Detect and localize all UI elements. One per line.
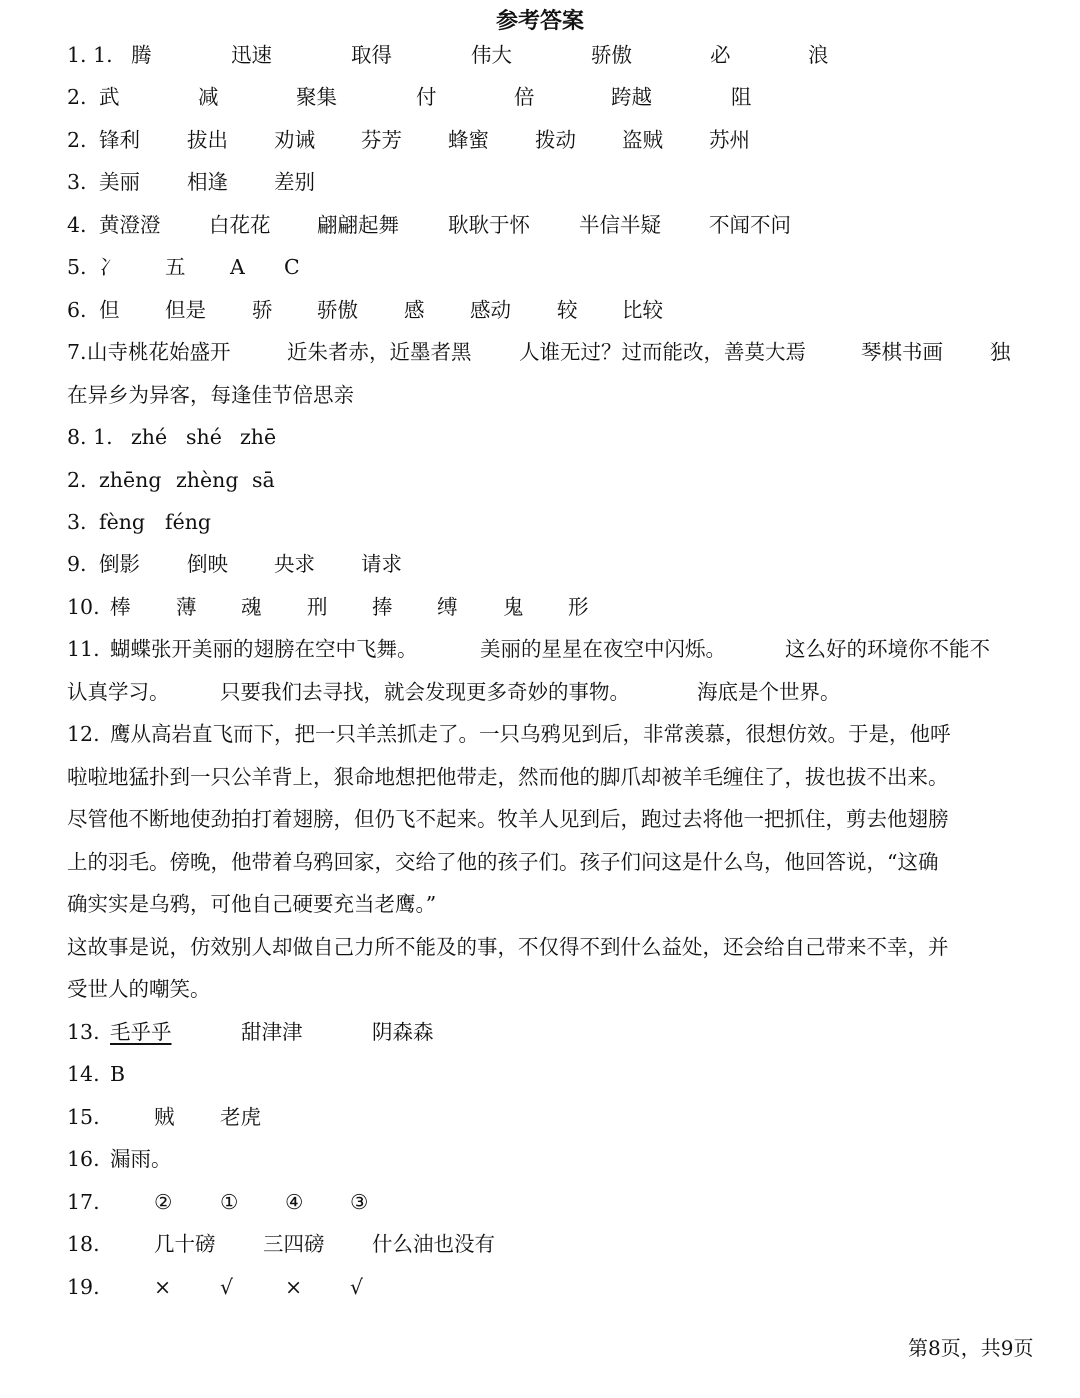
answer-item: 甜津津 bbox=[241, 1020, 303, 1044]
question-number: 7. bbox=[67, 340, 87, 364]
answer-item: zhèng bbox=[176, 468, 239, 492]
answer-item: 棒 bbox=[110, 595, 131, 619]
answer-item: 琴棋书画 bbox=[861, 340, 943, 364]
answer-item: 但 bbox=[99, 298, 120, 322]
answer-item: zhé bbox=[131, 425, 168, 449]
answer-item: 认真学习。 bbox=[67, 680, 170, 704]
answer-item: 阻 bbox=[731, 85, 752, 109]
answer-item: 五 bbox=[165, 255, 186, 279]
answer-item: zhēng bbox=[99, 468, 162, 492]
answer-item: 较 bbox=[557, 298, 578, 322]
answer-item: 鬼 bbox=[503, 595, 524, 619]
answer-item: × bbox=[154, 1275, 172, 1299]
answer-item: 盗贼 bbox=[622, 128, 663, 152]
answer-item: √ bbox=[350, 1275, 364, 1299]
answer-item: 海底是个世界。 bbox=[697, 680, 841, 704]
question-number: 3. bbox=[67, 510, 87, 534]
answer-item: sā bbox=[252, 468, 275, 492]
question-number: 15. bbox=[67, 1105, 100, 1129]
answer-item: 在异乡为异客，每逢佳节倍思亲 bbox=[67, 383, 354, 407]
answer-item: 浪 bbox=[808, 43, 829, 67]
answer-item: 薄 bbox=[176, 595, 197, 619]
question-number: 10. bbox=[67, 595, 100, 619]
passage-text: 确实实是乌鸦，可他自己硬要充当老鹰。” bbox=[67, 892, 437, 916]
answer-item: A bbox=[230, 255, 245, 279]
answer-item: 央求 bbox=[274, 552, 315, 576]
answer-item: 毛乎乎 bbox=[110, 1020, 172, 1044]
answer-item: √ bbox=[220, 1275, 234, 1299]
question-number: 2. bbox=[67, 468, 87, 492]
question-number: 1. 1. bbox=[67, 43, 113, 67]
answer-item: 劝诫 bbox=[274, 128, 315, 152]
question-number: 13. bbox=[67, 1020, 100, 1044]
answer-item: 蝴蝶张开美丽的翅膀在空中飞舞。 bbox=[110, 637, 418, 661]
answer-item: 什么油也没有 bbox=[372, 1232, 495, 1256]
passage-text: 尽管他不断地使劲拍打着翅膀，但仍飞不起来。牧羊人见到后，跑过去将他一把抓住，剪去他翅膀 bbox=[67, 807, 949, 831]
answer-item: 骄傲 bbox=[591, 43, 632, 67]
answer-item: 形 bbox=[568, 595, 589, 619]
answer-item: 腾 bbox=[131, 43, 152, 67]
answer-item: ② bbox=[154, 1190, 173, 1214]
answer-item: 拔出 bbox=[187, 128, 228, 152]
passage-text: 上的羽毛。傍晚，他带着乌鸦回家，交给了他的孩子们。孩子们问这是什么鸟，他回答说，“这确 bbox=[67, 850, 939, 874]
answer-item: 老虎 bbox=[220, 1105, 261, 1129]
answer-item: 贼 bbox=[154, 1105, 175, 1129]
page-title: 参考答案 bbox=[495, 8, 584, 34]
answer-item: 伟大 bbox=[471, 43, 512, 67]
answer-item: B bbox=[110, 1062, 126, 1086]
question-number: 14. bbox=[67, 1062, 100, 1086]
answer-item: 骄 bbox=[252, 298, 273, 322]
question-number: 3. bbox=[67, 170, 87, 194]
answer-item: fèng bbox=[99, 510, 146, 534]
question-number: 16. bbox=[67, 1147, 100, 1171]
answer-item: 蜂蜜 bbox=[448, 128, 489, 152]
answer-item: 武 bbox=[99, 85, 120, 109]
answer-item: 近朱者赤，近墨者黑 bbox=[287, 340, 472, 364]
answer-item: ① bbox=[220, 1190, 239, 1214]
answer-item: féng bbox=[165, 510, 212, 534]
question-number: 11. bbox=[67, 637, 100, 661]
answer-item: 取得 bbox=[351, 43, 392, 67]
question-number: 9. bbox=[67, 552, 87, 576]
answer-item: zhē bbox=[240, 425, 277, 449]
passage-text: 受世人的嘲笑。 bbox=[67, 977, 211, 1001]
answer-item: 感 bbox=[404, 298, 425, 322]
answer-item: 苏州 bbox=[709, 128, 750, 152]
answer-item: 请求 bbox=[361, 552, 402, 576]
question-number: 8. 1. bbox=[67, 425, 113, 449]
answer-item: 美丽 bbox=[99, 170, 140, 194]
answer-item: 漏雨。 bbox=[110, 1147, 172, 1171]
answer-item: 跨越 bbox=[611, 85, 652, 109]
question-number: 5. bbox=[67, 255, 87, 279]
answer-item: 黄澄澄 bbox=[99, 213, 161, 237]
answer-item: 魂 bbox=[241, 595, 262, 619]
answer-item: shé bbox=[186, 425, 222, 449]
answer-item: 半信半疑 bbox=[579, 213, 661, 237]
page-footer: 第8页，共9页 bbox=[908, 1336, 1034, 1360]
answer-item: 白花花 bbox=[209, 213, 271, 237]
answer-item: 倍 bbox=[514, 85, 535, 109]
answer-item: 感动 bbox=[470, 298, 511, 322]
answer-item: 耿耿于怀 bbox=[448, 213, 530, 237]
answer-item: 人谁无过？过而能改，善莫大焉 bbox=[519, 340, 806, 364]
answer-item: 只要我们去寻找，就会发现更多奇妙的事物。 bbox=[220, 680, 630, 704]
answer-item: 聚集 bbox=[296, 85, 337, 109]
answer-item: ④ bbox=[285, 1190, 304, 1214]
answer-item: ③ bbox=[350, 1190, 369, 1214]
answer-item: 差别 bbox=[274, 170, 315, 194]
answer-item: 不闻不问 bbox=[709, 213, 791, 237]
question-number: 17. bbox=[67, 1190, 100, 1214]
answer-item: 相逢 bbox=[187, 170, 228, 194]
answer-item: 山寺桃花始盛开 bbox=[87, 340, 231, 364]
question-number: 19. bbox=[67, 1275, 100, 1299]
question-number: 6. bbox=[67, 298, 87, 322]
answer-item: 美丽的星星在夜空中闪烁。 bbox=[480, 637, 726, 661]
answer-item: 刑 bbox=[307, 595, 328, 619]
answer-item: 独 bbox=[990, 340, 1011, 364]
answer-item: 减 bbox=[198, 85, 219, 109]
answer-item: 三四磅 bbox=[263, 1232, 325, 1256]
answer-item: 付 bbox=[416, 85, 437, 109]
answer-item: 冫 bbox=[99, 255, 120, 279]
answer-item: 翩翩起舞 bbox=[317, 213, 399, 237]
question-number: 2. bbox=[67, 85, 87, 109]
answer-item: 几十磅 bbox=[154, 1232, 216, 1256]
question-number: 12. bbox=[67, 722, 100, 746]
answer-item: 锋利 bbox=[99, 128, 140, 152]
question-number: 18. bbox=[67, 1232, 100, 1256]
answer-item: 芬芳 bbox=[361, 128, 402, 152]
answer-item: 迅速 bbox=[231, 43, 272, 67]
passage-text: 鹰从高岩直飞而下，把一只羊羔抓走了。一只乌鸦见到后，非常羡慕，很想仿效。于是，他呼 bbox=[110, 722, 951, 746]
answer-item: 这么好的环境你不能不 bbox=[785, 637, 990, 661]
answer-item: 但是 bbox=[165, 298, 206, 322]
answer-item: 阴森森 bbox=[372, 1020, 434, 1044]
answer-item: × bbox=[285, 1275, 303, 1299]
answer-item: 倒影 bbox=[99, 552, 140, 576]
question-number: 2. bbox=[67, 128, 87, 152]
answer-item: 倒映 bbox=[187, 552, 228, 576]
answer-item: 缚 bbox=[437, 595, 458, 619]
answer-item: 必 bbox=[710, 43, 731, 67]
answer-item: 拨动 bbox=[535, 128, 576, 152]
passage-text: 啦啦地猛扑到一只公羊背上，狠命地想把他带走，然而他的脚爪却被羊毛缠住了，拔也拔不出来。 bbox=[67, 765, 949, 789]
answer-item: 捧 bbox=[372, 595, 393, 619]
answer-item: 比较 bbox=[622, 298, 663, 322]
question-number: 4. bbox=[67, 213, 87, 237]
passage-text: 这故事是说，仿效别人却做自己力所不能及的事，不仅得不到什么益处，还会给自己带来不幸，并 bbox=[67, 935, 949, 959]
answer-item: C bbox=[284, 255, 300, 279]
answer-item: 骄傲 bbox=[317, 298, 358, 322]
